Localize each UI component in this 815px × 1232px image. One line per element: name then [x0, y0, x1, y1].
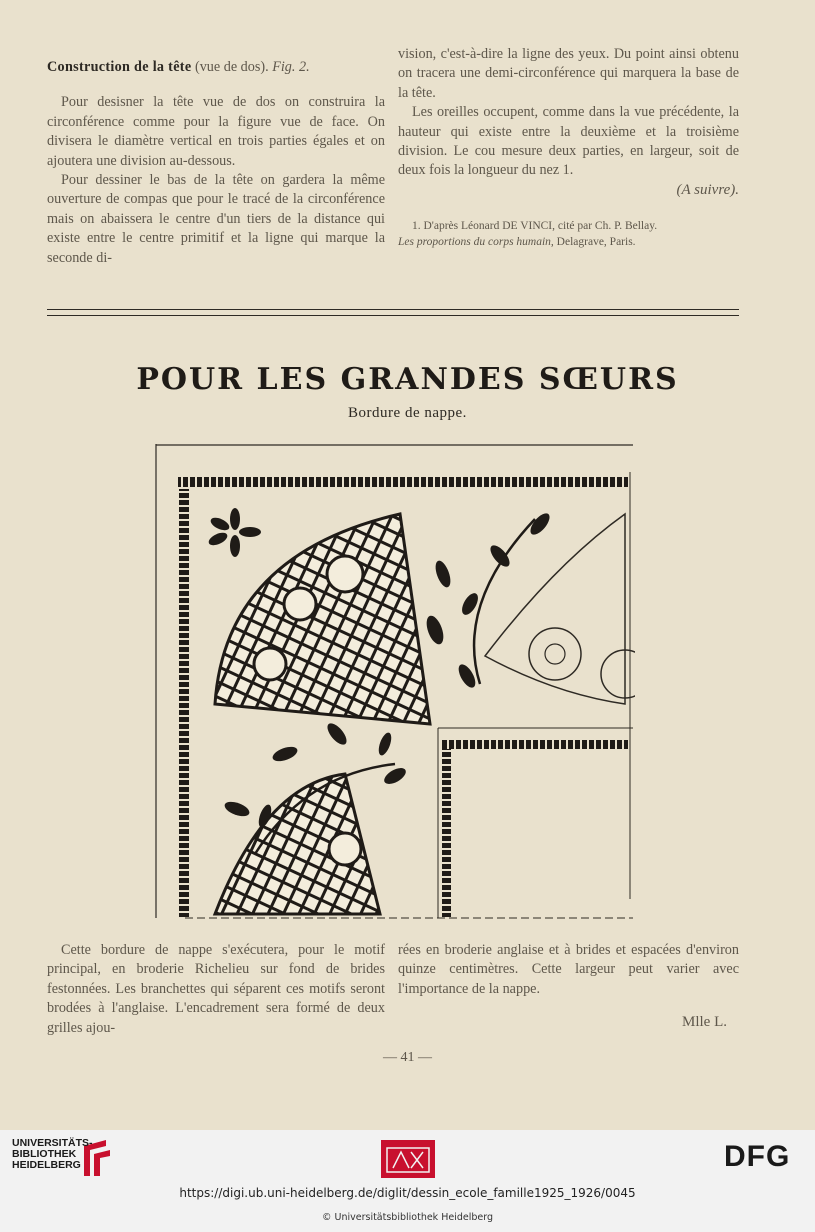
- library-name: [12, 1138, 93, 1171]
- library-name-line: HEIDELBERG: [12, 1159, 81, 1171]
- paragraph: vision, c'est-à-dire la ligne des yeux. Du point ainsi obtenu on tracera une demi-circonférence qui marquera la base de la tête.: [398, 46, 739, 101]
- footnote-publisher: Delagrave, Paris.: [556, 236, 636, 249]
- author-signature: Mlle L.: [682, 1014, 727, 1031]
- section-heading-sub: (vue de dos).: [194, 59, 269, 75]
- page-title: POUR LES GRANDES SŒURS: [136, 362, 679, 397]
- top-right-column: [398, 45, 739, 250]
- paragraph: Cette bordure de nappe s'exécutera, pour le motif principal, en broderie Richelieu sur fond de brides festonnées. Les branchettes qui séparent ces motifs seront brodées à l'anglaise. L'encadrement sera formé de deux grilles ajou-: [47, 942, 385, 1036]
- paragraph: Les oreilles occupent, comme dans la vue précédente, la hauteur qui existe entre la deuxième et la troisième division. Le cou mesure deux parties, en largeur, soit de deux fois la longueur du nez 1.: [398, 104, 739, 179]
- footnote: 1. D'après Léonard DE VINCI, cité par Ch. P. Bellay.: [412, 220, 658, 233]
- section-heading: Construction de la tête: [47, 59, 192, 75]
- footnote-book-title: Les proportions du corps humain,: [398, 236, 554, 249]
- project-logo-icon: [381, 1140, 435, 1178]
- to-be-continued: (A suivre).: [676, 181, 739, 198]
- page-number: — 41 —: [383, 1050, 432, 1065]
- embroidery-border-illustration: [155, 444, 635, 922]
- copyright-notice: © Universitätsbibliothek Heidelberg: [321, 1212, 493, 1223]
- paragraph: Pour desisner la tête vue de dos on construira la circonférence comme pour la figure vue de face. On divisera le diamètre vertical en trois parties égales et on ajoutera une division au-dessous.: [47, 94, 385, 169]
- figure-ref: Fig. 2.: [272, 59, 310, 75]
- bottom-right-column: [398, 941, 739, 1033]
- document-url[interactable]: https://digi.ub.uni-heidelberg.de/diglit/dessin_ecole_famille1925_1926/0045: [179, 1186, 636, 1200]
- divider-rule: [47, 309, 739, 310]
- divider-rule: [47, 315, 739, 316]
- paragraph: rées en broderie anglaise et à brides et espacées d'environ quinze centimètres. Cette largeur peut varier avec l'importance de la nappe.: [398, 942, 739, 997]
- top-left-column: [47, 58, 385, 268]
- bottom-left-column: [47, 941, 385, 1038]
- page-subtitle: Bordure de nappe.: [348, 405, 467, 421]
- funder-logo: DFG: [724, 1140, 791, 1173]
- library-name-line: UNIVERSITÄTS-: [12, 1137, 93, 1149]
- viewer-footer: [0, 1130, 815, 1232]
- library-name-line: BIBLIOTHEK: [12, 1148, 77, 1160]
- paragraph: Pour dessiner le bas de la tête on gardera la même ouverture de compas que pour le tracé de la circonférence mais on abaissera le centre d'un tiers de la distance qui existe entre le centre primitif et la ligne qui marque la seconde di-: [47, 172, 385, 266]
